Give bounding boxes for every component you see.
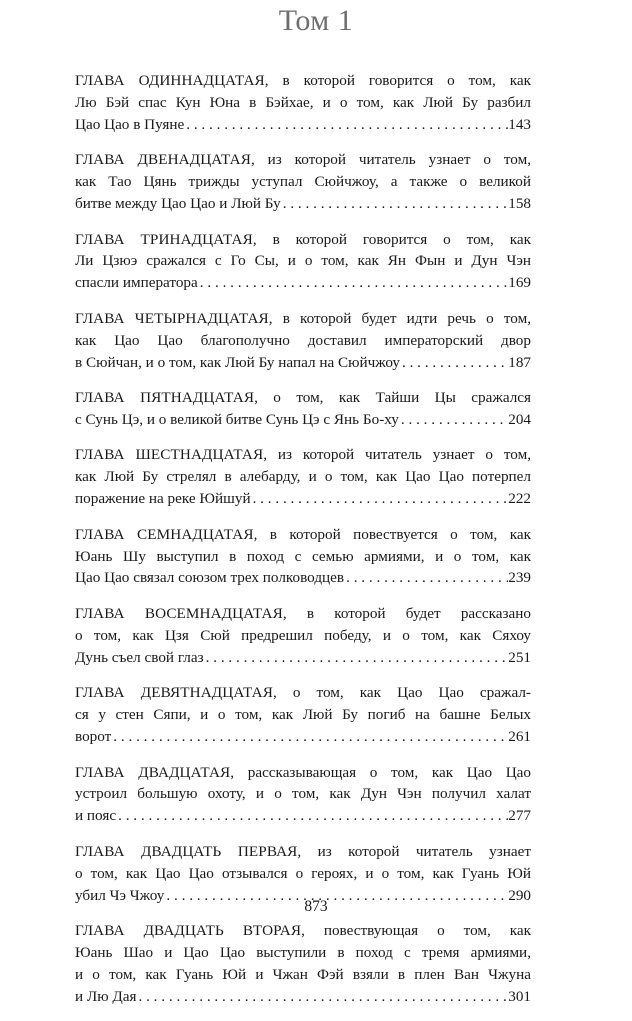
toc-entry-line <box>75 466 531 488</box>
chapter-description: , в которой говорится о том, как <box>264 72 531 89</box>
dot-leader <box>400 352 508 374</box>
chapter-page-number: 143 <box>508 115 531 133</box>
toc-entry-last-line <box>75 193 531 215</box>
chapter-description: Дунь съел свой глаз <box>75 648 204 666</box>
toc-entry-line <box>75 546 531 568</box>
toc-entry-line-text <box>75 488 251 510</box>
chapter-page-number: 290 <box>508 886 531 904</box>
chapter-description: Юань Шао и Цао Цао выступили в поход с тремя армиями, <box>75 943 531 961</box>
toc-entry[interactable] <box>75 387 531 431</box>
chapter-description: , повествующая о том, как <box>301 922 531 940</box>
chapter-description: , в которой повествуется о том, как <box>253 525 531 543</box>
dot-leader <box>281 193 509 215</box>
chapter-heading: ГЛАВА ДВАДЦАТЬ ВТОРАЯ <box>75 922 302 940</box>
chapter-page-number: 169 <box>508 274 531 292</box>
chapter-description: , в которой будет идти речь о том, <box>268 309 531 327</box>
toc-entry-last-line <box>75 352 531 374</box>
chapter-description: как Тао Цянь трижды уступал Сюйчжоу, а также о великой <box>75 173 531 191</box>
table-of-contents <box>75 70 531 1021</box>
toc-entry-line-text <box>75 114 184 136</box>
toc-entry[interactable] <box>75 444 531 510</box>
chapter-description: поражение на реке Юйшуй <box>75 490 251 508</box>
dot-leader <box>399 409 508 431</box>
chapter-description: о том, как Цао Цао отзывался о героях, и о том, как Гуань Юй <box>75 864 531 882</box>
chapter-description: , из которой читатель узнает о том, <box>250 151 531 169</box>
toc-entry-last-line <box>75 488 531 510</box>
dot-leader <box>116 805 508 827</box>
dot-leader <box>344 567 508 589</box>
chapter-heading: ГЛАВА ПЯТНАДЦАТАЯ <box>75 389 255 407</box>
toc-entry-line <box>75 387 531 409</box>
toc-entry-line-text <box>75 805 116 827</box>
chapter-description: как Люй Бу стрелял в алебарду, и о том, как Цао Цао потерпел <box>75 468 531 486</box>
toc-entry-line <box>75 920 531 942</box>
chapter-description: ся у стен Сяпи, и о том, как Люй Бу погиб на башне Белых <box>75 706 531 724</box>
chapter-description: о том, как Цзя Сюй предрешил победу, и о том, как Сяхоу <box>75 626 531 644</box>
chapter-heading: ГЛАВА ВОСЕМНАДЦАТАЯ <box>75 604 283 622</box>
toc-entry-last-line <box>75 986 531 1008</box>
chapter-description: Цао Цао в Пуяне <box>75 115 185 133</box>
toc-entry-line <box>75 625 531 647</box>
toc-entry-line <box>75 330 531 352</box>
toc-entry[interactable] <box>75 841 531 907</box>
toc-entry-line <box>75 863 531 885</box>
toc-entry-line <box>75 603 531 625</box>
toc-entry-line <box>75 70 531 92</box>
chapter-description: , из которой читатель узнает о том, <box>263 446 531 464</box>
toc-entry-line-text <box>75 352 400 374</box>
toc-entry[interactable] <box>75 762 531 828</box>
chapter-description: спасли императора <box>75 274 198 292</box>
toc-entry-line <box>75 250 531 272</box>
chapter-description: Лю Бэй спас Кун Юна в Бэйхае, и о том, как Люй Бу разбил <box>75 93 531 111</box>
chapter-description: , в которой будет рассказано <box>282 604 531 622</box>
chapter-page-number: 261 <box>508 728 531 746</box>
toc-entry-line <box>75 308 531 330</box>
chapter-heading: ГЛАВА ШЕСТНАДЦАТАЯ <box>75 446 264 464</box>
chapter-description: , о том, как Тайши Цы сражался <box>254 389 531 407</box>
chapter-heading: ГЛАВА ДВЕНАДЦАТАЯ <box>75 151 251 169</box>
toc-entry-line <box>75 964 531 986</box>
chapter-page-number: 239 <box>508 569 531 587</box>
chapter-heading: ГЛАВА СЕМНАДЦАТАЯ <box>75 525 254 543</box>
chapter-heading: ГЛАВА ОДИННАДЦАТАЯ <box>75 72 265 89</box>
chapter-page-number: 277 <box>508 807 531 825</box>
chapter-description: Ли Цзюэ сражался с Го Сы, и о том, как Ян Фын и Дун Чэн <box>75 252 531 270</box>
chapter-description: , в которой говорится о том, как <box>252 230 531 248</box>
toc-entry-line-text <box>75 986 136 1008</box>
toc-entry-line-text <box>75 726 111 748</box>
toc-entry[interactable] <box>75 603 531 669</box>
dot-leader <box>198 272 508 294</box>
chapter-heading: ГЛАВА ЧЕТЫРНАДЦАТАЯ <box>75 309 269 327</box>
chapter-description: битве между Цао Цао и Люй Бу <box>75 195 281 213</box>
chapter-page-number: 251 <box>508 648 531 666</box>
chapter-description: Цао Цао связал союзом трех полководцев <box>75 569 345 587</box>
chapter-description: и о том, как Гуань Юй и Чжан Фэй взяли в плен Ван Чжуна <box>75 965 531 983</box>
chapter-description: , о том, как Цао Цао сражал- <box>272 684 531 702</box>
dot-leader <box>136 986 508 1008</box>
dot-leader <box>111 726 508 748</box>
toc-entry-line <box>75 524 531 546</box>
toc-entry-last-line <box>75 409 531 431</box>
chapter-description: , рассказывающая о том, как Цао Цао <box>230 763 531 781</box>
toc-entry[interactable] <box>75 149 531 215</box>
chapter-page-number: 222 <box>508 490 531 508</box>
toc-entry[interactable] <box>75 682 531 748</box>
chapter-heading: ГЛАВА ТРИНАДЦАТАЯ <box>75 230 253 248</box>
toc-entry-last-line <box>75 272 531 294</box>
toc-entry-line-text <box>75 193 281 215</box>
toc-entry[interactable] <box>75 70 531 136</box>
dot-leader <box>204 647 509 669</box>
toc-entry-line <box>75 149 531 171</box>
toc-entry[interactable] <box>75 308 531 374</box>
toc-entry-last-line <box>75 805 531 827</box>
chapter-description: и пояс <box>75 807 117 825</box>
chapter-description: устроил большую охоту, и о том, как Дун Чэн получил халат <box>75 785 531 803</box>
toc-entry-line-text <box>75 567 344 589</box>
chapter-page-number: 187 <box>508 353 531 371</box>
toc-entry-line <box>75 444 531 466</box>
chapter-description: Юань Шу выступил в поход с семью армиями, и о том, как <box>75 547 531 565</box>
toc-entry-line <box>75 762 531 784</box>
toc-entry-line-text <box>75 409 399 431</box>
chapter-description: с Сунь Цэ, и о великой битве Сунь Цэ с Янь Бо-ху <box>75 410 399 428</box>
toc-entry[interactable] <box>75 524 531 590</box>
chapter-description: , из которой читатель узнает <box>297 842 531 860</box>
chapter-description: убил Чэ Чжоу <box>75 886 165 904</box>
chapter-description: в Сюйчан, и о том, как Люй Бу напал на Сюйчжоу <box>75 353 400 371</box>
chapter-heading: ГЛАВА ДВАДЦАТАЯ <box>75 763 231 781</box>
chapter-page-number: 204 <box>508 410 531 428</box>
chapter-heading: ГЛАВА ДЕВЯТНАДЦАТАЯ <box>75 684 273 702</box>
toc-entry-line <box>75 682 531 704</box>
toc-entry-line-text <box>75 272 198 294</box>
page-number: 873 <box>304 898 328 915</box>
chapter-description: как Цао Цао благополучно доставил императорский двор <box>75 331 531 349</box>
toc-entry-line <box>75 942 531 964</box>
chapter-heading: ГЛАВА ДВАДЦАТЬ ПЕРВАЯ <box>75 842 298 860</box>
chapter-page-number: 158 <box>508 195 531 213</box>
toc-entry-line <box>75 229 531 251</box>
toc-entry-line <box>75 841 531 863</box>
toc-entry-last-line <box>75 567 531 589</box>
chapter-description: ворот <box>75 728 112 746</box>
volume-title: Том 1 <box>278 4 354 37</box>
toc-entry[interactable] <box>75 920 531 1008</box>
toc-entry-line <box>75 92 531 114</box>
chapter-page-number: 301 <box>508 987 531 1005</box>
toc-entry-last-line <box>75 726 531 748</box>
toc-entry-line <box>75 704 531 726</box>
toc-entry[interactable] <box>75 229 531 295</box>
toc-entry-last-line <box>75 114 531 136</box>
dot-leader <box>251 488 509 510</box>
toc-entry-last-line <box>75 647 531 669</box>
toc-entry-line <box>75 171 531 193</box>
dot-leader <box>184 114 508 136</box>
toc-entry-line-text <box>75 647 204 669</box>
chapter-description: и Лю Дая <box>75 987 137 1005</box>
toc-entry-line <box>75 783 531 805</box>
